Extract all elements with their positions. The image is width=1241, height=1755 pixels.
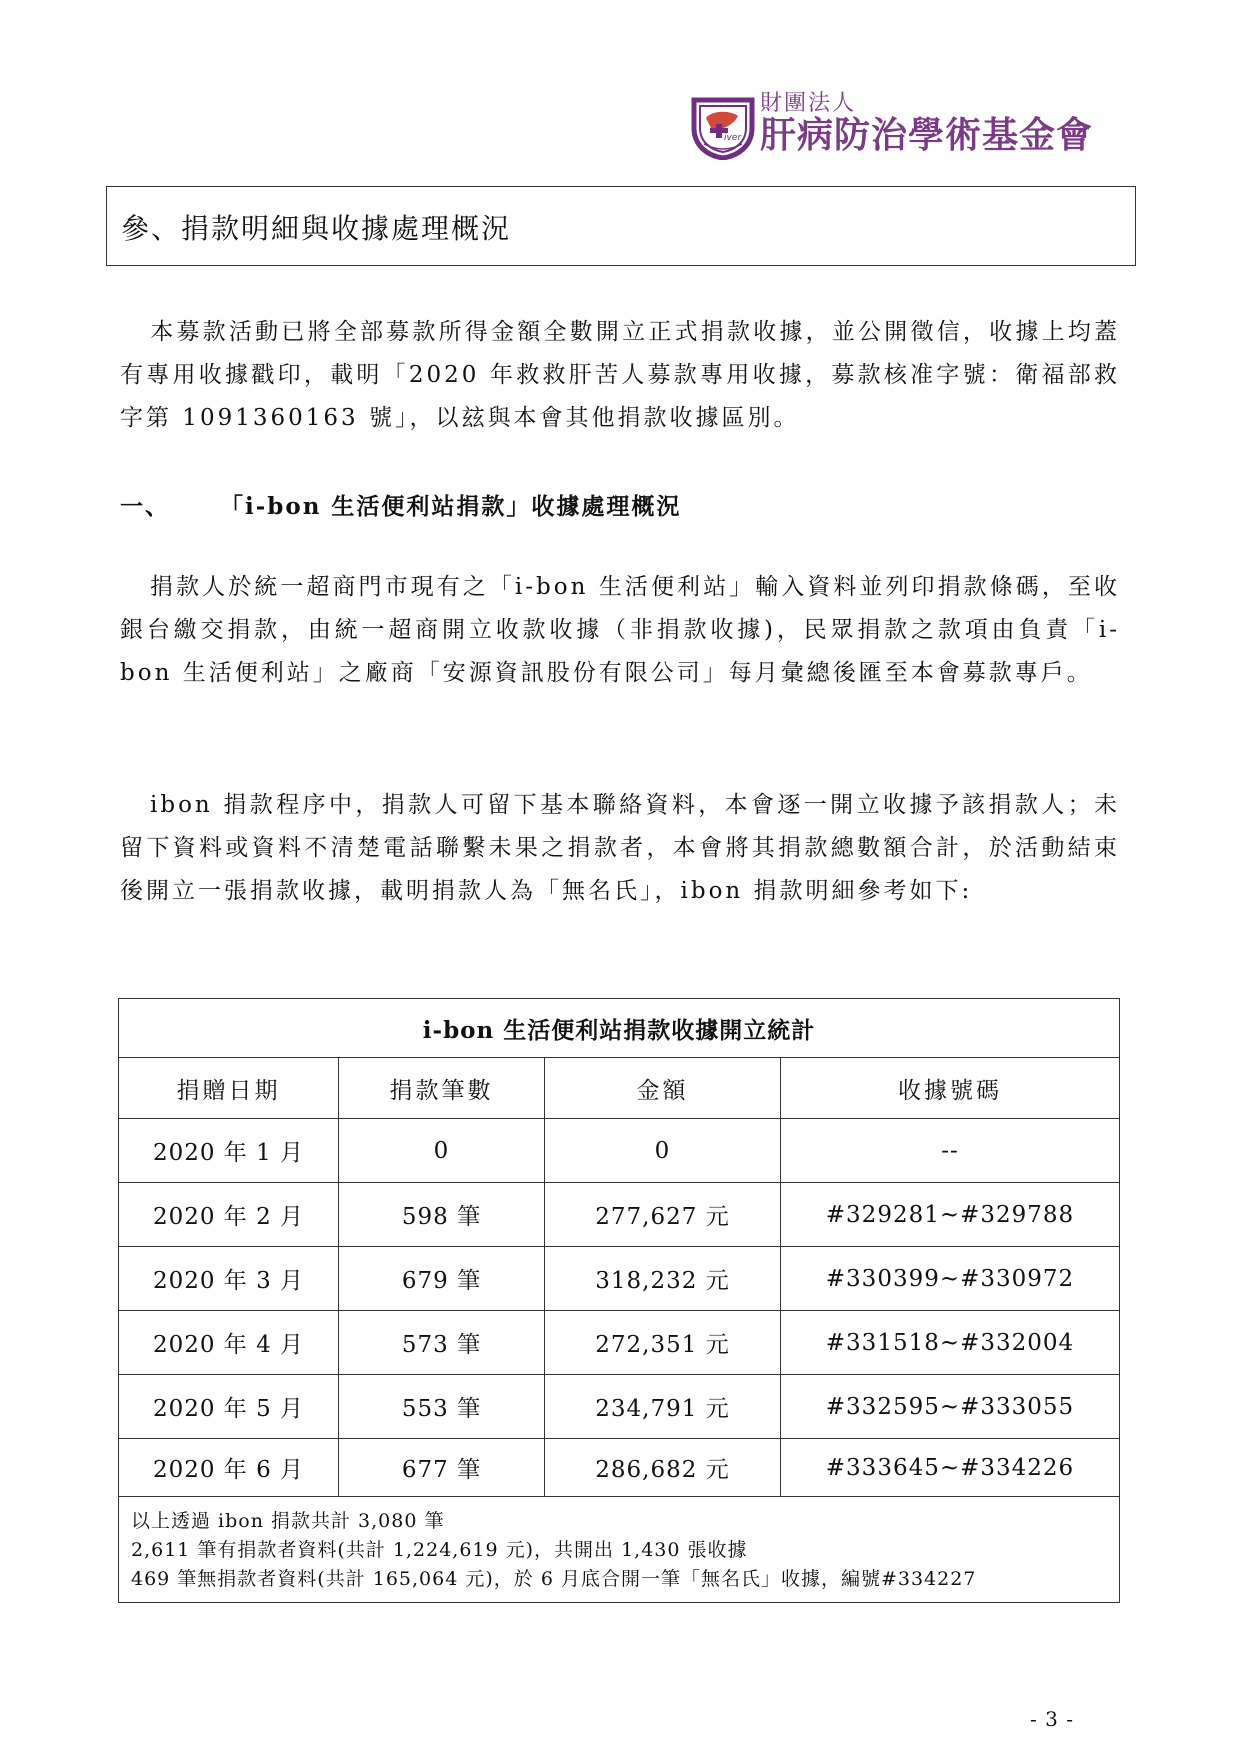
header-receipt-number: 收據號碼 <box>781 1058 1120 1119</box>
cell-date: 2020 年 6 月 <box>119 1439 339 1497</box>
header-amount: 金額 <box>545 1058 781 1119</box>
table-footer <box>119 1497 1120 1603</box>
summary-total: 以上透過 ibon 捐款共計 3,080 筆 <box>131 1510 445 1532</box>
cell-count: 598 筆 <box>339 1183 545 1247</box>
table-row <box>119 1439 1120 1497</box>
cell-receipt: #331518~#332004 <box>781 1311 1120 1375</box>
section-title-box <box>106 186 1136 266</box>
table-row <box>119 1183 1120 1247</box>
subsection-heading <box>120 488 681 521</box>
table-row <box>119 1311 1120 1375</box>
cell-date: 2020 年 4 月 <box>119 1311 339 1375</box>
cell-receipt: -- <box>781 1119 1120 1183</box>
cell-count: 677 筆 <box>339 1439 545 1497</box>
cell-amount: 234,791 元 <box>545 1375 781 1439</box>
cell-date: 2020 年 1 月 <box>119 1119 339 1183</box>
summary-with-info: 2,611 筆有捐款者資料(共計 1,224,619 元)，共開出 1,430 張收據 <box>131 1539 748 1561</box>
svg-text:iver: iver <box>724 133 742 143</box>
section-title: 參、捐款明細與收據處理概況 <box>121 212 512 245</box>
intro-paragraph <box>120 311 1120 440</box>
cell-amount: 277,627 元 <box>545 1183 781 1247</box>
header-count: 捐款筆數 <box>339 1058 545 1119</box>
foundation-logo <box>690 92 1130 162</box>
cell-count: 0 <box>339 1119 545 1183</box>
cell-receipt: #329281~#329788 <box>781 1183 1120 1247</box>
cell-receipt: #333645~#334226 <box>781 1439 1120 1497</box>
cell-count: 553 筆 <box>339 1375 545 1439</box>
cell-receipt: #332595~#333055 <box>781 1375 1120 1439</box>
cell-receipt: #330399~#330972 <box>781 1247 1120 1311</box>
cell-amount: 286,682 元 <box>545 1439 781 1497</box>
receipt-policy-paragraph <box>120 784 1120 913</box>
cell-date: 2020 年 3 月 <box>119 1247 339 1311</box>
cell-amount: 272,351 元 <box>545 1311 781 1375</box>
ibon-process-paragraph <box>120 566 1120 695</box>
page-number: - 3 - <box>1030 1707 1074 1731</box>
table-row <box>119 1247 1120 1311</box>
subsection-number: 一、 <box>120 493 170 520</box>
receipt-policy-text: ibon 捐款程序中，捐款人可留下基本聯絡資料，本會逐一開立收據予該捐款人；未留下資料或資料不清楚電話聯繫未果之捐款者，本會將其捐款總數額合計，於活動結束後開立一張捐款收據，載明捐款人為「無名氏」，ibon 捐款明細參考如下: <box>120 792 1120 904</box>
cell-count: 573 筆 <box>339 1311 545 1375</box>
cell-count: 679 筆 <box>339 1247 545 1311</box>
table-row <box>119 1375 1120 1439</box>
table-caption: i-bon 生活便利站捐款收據開立統計 <box>119 999 1120 1058</box>
header-date: 捐贈日期 <box>119 1058 339 1119</box>
summary-anonymous: 469 筆無捐款者資料(共計 165,064 元)，於 6 月底合開一筆「無名氏」收據，編號#334227 <box>131 1568 977 1590</box>
table-row <box>119 1119 1120 1183</box>
logo-text <box>760 92 1093 156</box>
table-summary <box>119 1497 1120 1603</box>
intro-text: 本募款活動已將全部募款所得金額全數開立正式捐款收據，並公開徵信，收據上均蓋有專用收據戳印，載明「2020 年救救肝苦人募款專用收據，募款核准字號：衛福部救字第 1091360163 號」，以玆與本會其他捐款收據區別。 <box>120 319 1120 431</box>
subsection-title: 「i-bon 生活便利站捐款」收據處理概況 <box>220 493 682 520</box>
cell-date: 2020 年 5 月 <box>119 1375 339 1439</box>
ibon-receipt-table <box>118 998 1120 1603</box>
liver-emblem-icon <box>690 94 756 160</box>
cell-amount: 318,232 元 <box>545 1247 781 1311</box>
cell-date: 2020 年 2 月 <box>119 1183 339 1247</box>
cell-amount: 0 <box>545 1119 781 1183</box>
org-name: 肝病防治學術基金會 <box>760 115 1094 156</box>
org-prefix: 財團法人 <box>760 91 857 116</box>
ibon-process-text: 捐款人於統一超商門市現有之「i-bon 生活便利站」輸入資料並列印捐款條碼，至收銀台繳交捐款，由統一超商開立收款收據（非捐款收據)，民眾捐款之款項由負責「i-bon 生活便利站」之廠商「安源資訊股份有限公司」每月彙總後匯至本會募款專戶。 <box>120 574 1120 686</box>
